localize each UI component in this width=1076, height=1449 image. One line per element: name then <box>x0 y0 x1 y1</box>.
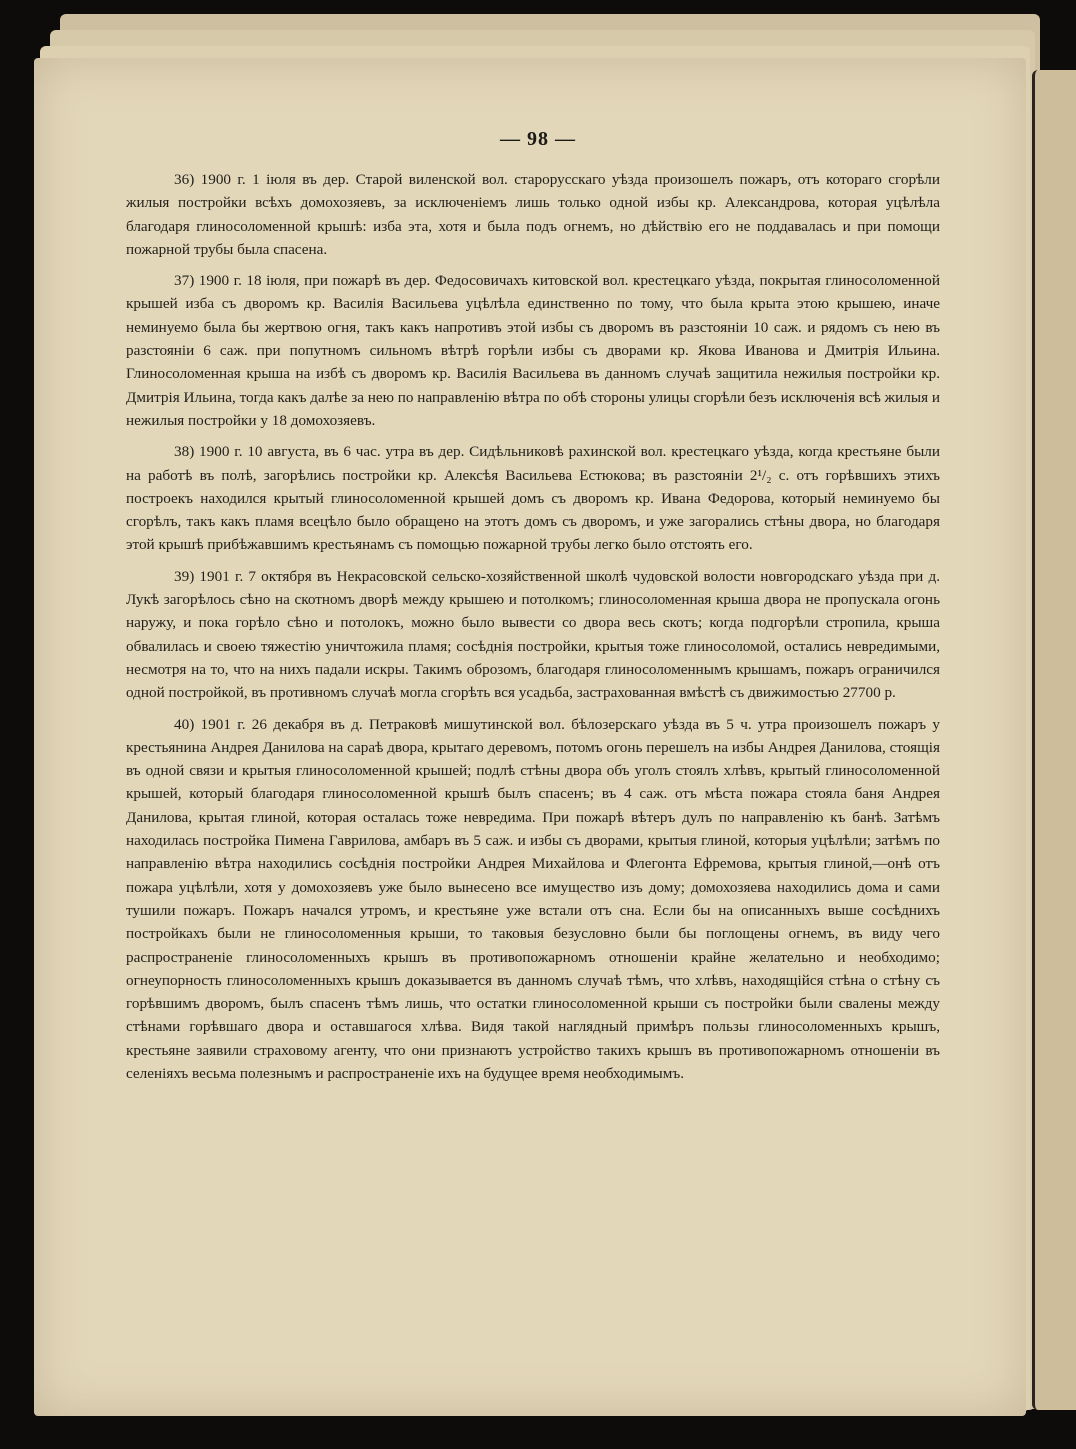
page-number: — 98 — <box>500 128 576 150</box>
paragraph-40: 40) 1901 г. 26 декабря въ д. Петраковѣ мишутинской вол. бѣлозерскаго уѣзда въ 5 ч. утра произошелъ пожаръ у крестьянина Андрея Данилова на сараѣ двора, крытаго деревомъ, потомъ огонь перешелъ на избы Андрея Данилова, стоящія въ одной связи и крытыя глиносоломенной крышей; подлѣ стѣны двора объ уголъ стоялъ хлѣвъ, крытый глиносоломенной крышей, который благодаря глиносоломенной крышѣ былъ спасенъ; въ 4 саж. отъ мѣста пожара стояла баня Андрея Данилова, крытая глиной, которая осталась тоже невредима. При пожарѣ вѣтеръ дулъ по направленію къ банѣ. Затѣмъ находилась постройка Пимена Гаврилова, амбаръ въ 5 саж. и избы съ дворами, крытыя глиной, которыя уцѣлѣли; затѣмъ по направленію вѣтра находились сосѣднія постройки Андрея Михайлова и Флегонта Ефремова, крытыя глиной,—онѣ отъ пожара уцѣлѣли, хотя у домохозяевъ уже было вынесено все имущество изъ дому; домохозяева находились дома и сами тушили пожаръ. Пожаръ начался утромъ, и крестьяне уже встали отъ сна. Если бы на описанныхъ выше сосѣднихъ постройкахъ были не глиносоломенныя крыши, то таковыя безусловно были бы поглощены огнемъ, въ виду чего распространеніе глиносоломенныхъ крышъ въ противопожарномъ отношеніи крайне желательно и необходимо; огнеупорность глиносоломенныхъ крышъ доказывается въ данномъ случаѣ тѣмъ, что хлѣвъ, находящійся стѣна о стѣну съ горѣвшимъ дворомъ, былъ спасенъ тѣмъ лишь, что остатки глиносоломенной крыши съ постройки были свалены между стѣнами горѣвшаго двора и оставшагося хлѣва. Видя такой наглядный примѣръ пользы глиносоломенныхъ крышъ, крестьяне заявили страховому агенту, что они признаютъ устройство такихъ крышъ въ противопожарномъ отношеніи въ селеніяхъ весьма полезнымъ и распространеніе ихъ на будущее время необходимымъ. <box>126 715 940 1082</box>
paragraph-38: 38) 1900 г. 10 августа, въ 6 час. утра въ дер. Сидѣльниковѣ рахинской вол. крестецкаго уѣзда, когда крестьяне были на работѣ въ полѣ, загорѣлись постройки кр. Алексѣя Васильева Естюкова; въ разстояніи 2¹/₂ с. отъ горѣвшихъ этихъ построекъ находился крытый глиносоломенной крышей домъ съ дворомъ кр. Ивана Федорова, который неминуемо бы сгорѣлъ, такъ какъ пламя всецѣло было обращено на этотъ домъ съ дворомъ, и уже загорались стѣны двора, но благодаря этой крышѣ прибѣжавшимъ крестьянамъ съ помощью пожарной трубы легко было отстоять его. <box>126 443 940 554</box>
paragraph-39: 39) 1901 г. 7 октября въ Некрасовской сельско-хозяйственной школѣ чудовской волости новгородскаго уѣзда при д. Лукѣ загорѣлось сѣно на скотномъ дворѣ между крышею и потолкомъ; глиносоломенная крыша двора не пропускала огонь наружу, и пока горѣло сѣно и потолокъ, можно было вывести со двора весь скотъ; когда подгорѣли стропила, крыша обвалилась и своею тяжестію уничтожила пламя; сосѣднія постройки, крытыя тоже глиносоломой, остались невредимыми, несмотря на то, что на нихъ падали искры. Такимъ оброзомъ, благодаря глиносоломеннымъ крышамъ, пожаръ ограничился одной постройкой, въ противномъ случаѣ могла сгорѣть вся усадьба, застрахованная вмѣстѣ съ движимостью 27700 р. <box>126 567 940 702</box>
document-body <box>126 168 940 1093</box>
paragraph-36: 36) 1900 г. 1 іюля въ дер. Старой виленской вол. старорусскаго уѣзда произошелъ пожаръ, отъ котораго сгорѣли жилыя постройки всѣхъ домохозяевъ, за исключеніемъ лишь только одной избы кр. Александрова, которая уцѣлѣла благодаря глиносоломенной крышѣ: изба эта, хотя и была подъ огнемъ, но дѣйствію его не поддавалась и при помощи пожарной трубы была спасена. <box>126 171 940 258</box>
paragraph-37: 37) 1900 г. 18 іюля, при пожарѣ въ дер. Федосовичахъ китовской вол. крестецкаго уѣзда, покрытая глиносоломенной крышей изба съ дворомъ кр. Василія Васильева уцѣлѣла единственно по тому, что была крыта этою крышею, иначе неминуемо была бы жертвою огня, такъ какъ напротивъ этой избы съ дворомъ въ разстояніи 10 саж. и рядомъ съ нею въ разстояніи 6 саж. при попутномъ сильномъ вѣтрѣ горѣли избы съ дворами кр. Якова Иванова и Дмитрія Ильина. Глиносоломенная крыша на избѣ съ дворомъ кр. Василія Васильева въ данномъ случаѣ защитила нежилыя постройки кр. Дмитрія Ильина, тогда какъ далѣе за нею по направленію вѣтра по обѣ стороны улицы сгорѣли безъ исключенія всѣ жилыя и нежилыя постройки у 18 домохозяевъ. <box>126 272 940 429</box>
facing-page-edge <box>1032 70 1076 1410</box>
